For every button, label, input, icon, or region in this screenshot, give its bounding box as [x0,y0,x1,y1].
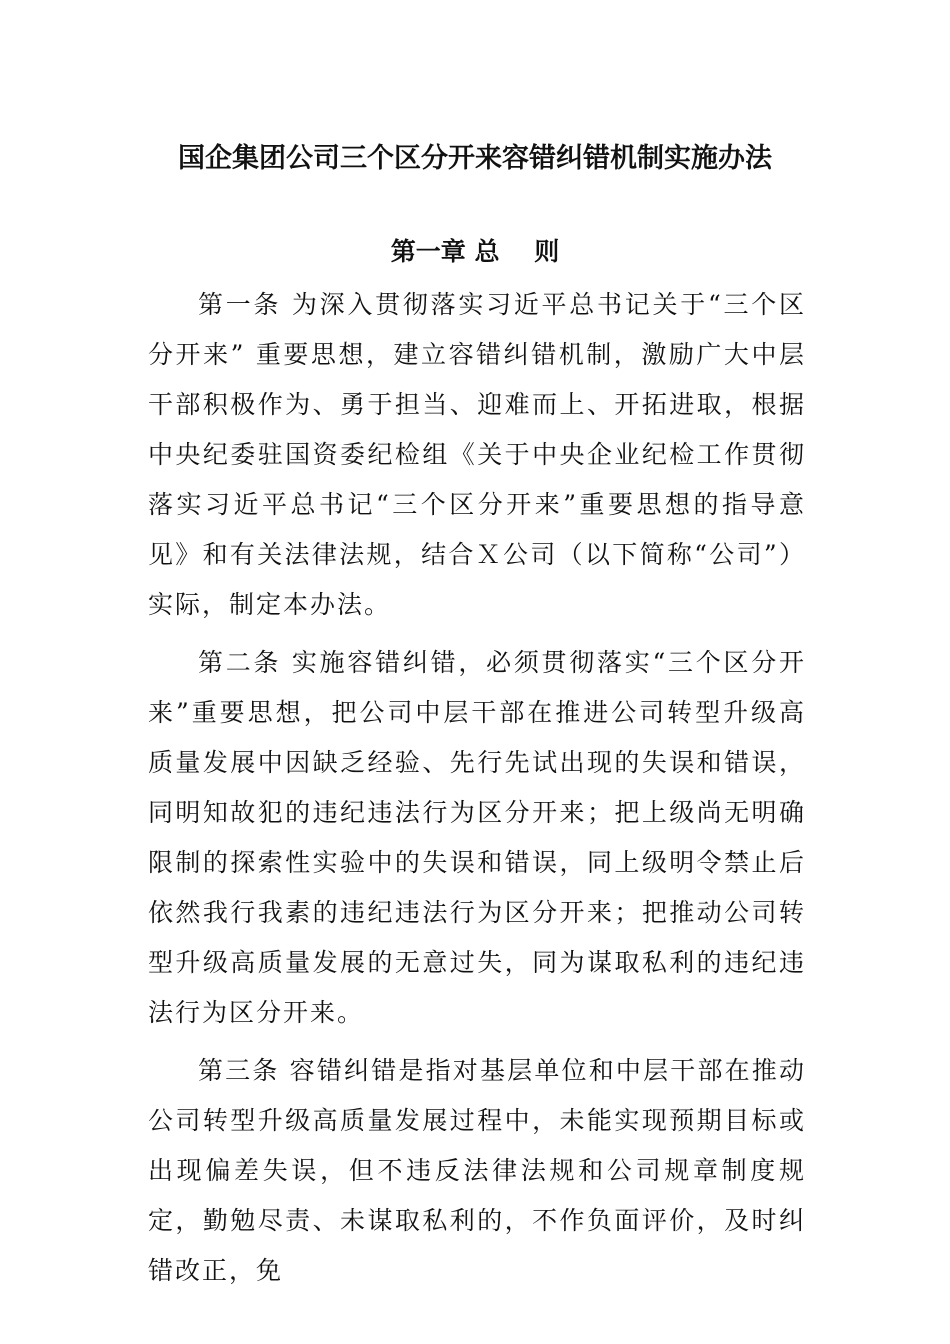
document-title: 国企集团公司三个区分开来容错纠错机制实施办法 [178,143,772,174]
article-1-paragraph: 第一条 为深入贯彻落实习近平总书记关于“三个区分开来” 重要思想，建立容错纠错机制，激励广大中层干部积极作为、勇于担当、迎难而上、开拓进取，根据中央纪委驻国资委纪检组《关于中央企业纪检工作贯彻落实习近平总书记“三个区分开来”重要思想的指导意见》和有关法律法规，结合Ｘ公司（以下简称“公司”）实际，制定本办法。 [148,290,806,619]
article-2-paragraph: 第二条 实施容错纠错，必须贯彻落实“三个区分开来”重要思想，把公司中层干部在推进公司转型升级高质量发展中因缺乏经验、先行先试出现的失误和错误，同明知故犯的违纪违法行为区分开来；把上级尚无明确限制的探索性实验中的失误和错误，同上级明令禁止后依然我行我素的违纪违法行为区分开来；把推动公司转型升级高质量发展的无意过失，同为谋取私利的违纪违法行为区分开来。 [148,648,806,1027]
chapter-heading: 第一章 总 则 [390,237,560,266]
article-3-paragraph: 第三条 容错纠错是指对基层单位和中层干部在推动公司转型升级高质量发展过程中，未能实现预期目标或出现偏差失误，但不违反法律法规和公司规章制度规定，勤勉尽责、未谋取私利的，不作负面评价，及时纠错改正，免 [148,1056,806,1285]
document-body [148,280,806,1296]
